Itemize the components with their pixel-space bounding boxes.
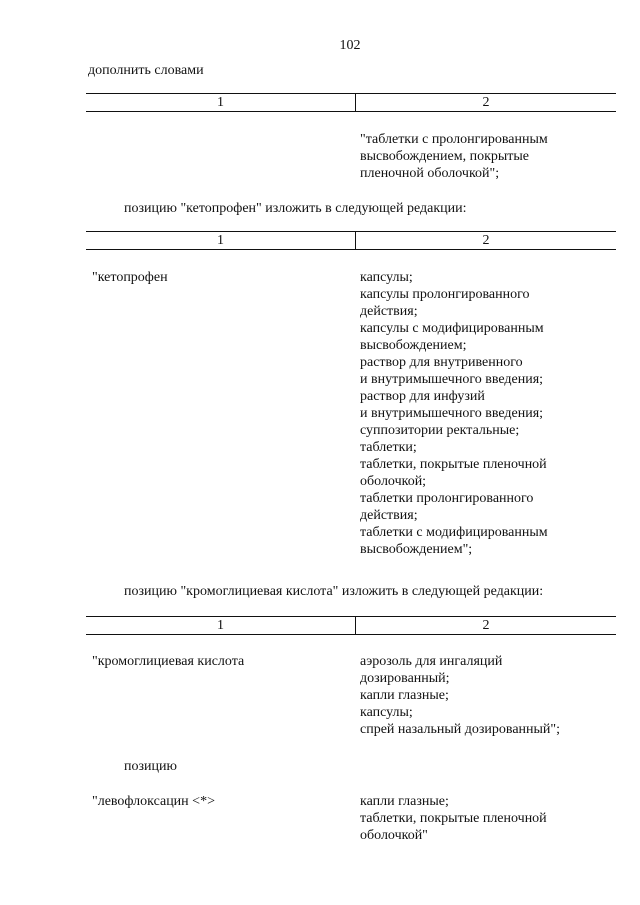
text-line: таблетки; [360, 440, 417, 455]
text-line: раствор для инфузий [360, 389, 485, 404]
text-line: таблетки, покрытые пленочной [360, 811, 547, 826]
text-line: и внутримышечного введения; [360, 406, 544, 421]
intro-text: дополнить словами [88, 63, 204, 78]
block3-col1: "кромоглициевая кислота [92, 654, 245, 669]
text-line: спрей назальный дозированный"; [360, 722, 561, 737]
text-line: раствор для внутривенного [360, 355, 523, 370]
header-col2: 2 [482, 95, 490, 110]
text-line: суппозитории ректальные; [360, 423, 520, 438]
header-col2: 2 [482, 233, 490, 248]
text-line: высвобождением; [360, 338, 467, 353]
text-line: оболочкой; [360, 474, 427, 489]
text-line: высвобождением"; [360, 542, 473, 557]
header-col1: 1 [217, 95, 224, 110]
header-bottom-rule [86, 111, 616, 112]
text-line: и внутримышечного введения; [360, 372, 544, 387]
block4-col2 [360, 793, 547, 844]
text-line: оболочкой" [360, 828, 428, 843]
text-line: действия; [360, 304, 418, 319]
text-line: "таблетки с пролонгированным [360, 132, 548, 147]
header-bottom-rule [86, 249, 616, 250]
block3-col2 [360, 653, 560, 738]
block2-col2 [360, 269, 548, 558]
header-col2: 2 [482, 618, 490, 633]
page-number: 102 [339, 38, 361, 53]
text-line: дозированный; [360, 671, 450, 686]
header-col1: 1 [217, 618, 224, 633]
text-line: капсулы пролонгированного [360, 287, 530, 302]
block2-col1: "кетопрофен [92, 270, 168, 285]
text-line: аэрозоль для ингаляций [360, 654, 503, 669]
text-line: высвобождением, покрытые [360, 149, 530, 164]
block4-col1: "левофлоксацин <*> [92, 794, 215, 809]
text-line: капли глазные; [360, 688, 449, 703]
text-line: таблетки пролонгированного [360, 491, 534, 506]
text-line: таблетки с модифицированным [360, 525, 548, 540]
instruction-cromoglicic-acid: позицию "кромоглициевая кислота" изложить в следующей редакции: [124, 584, 544, 599]
instruction-ketoprofen: позицию "кетопрофен" изложить в следующей редакции: [124, 201, 467, 216]
header-top-rule [86, 616, 616, 617]
text-line: пленочной оболочкой"; [360, 166, 500, 181]
text-line: капли глазные; [360, 794, 449, 809]
header-top-rule [86, 93, 616, 94]
text-line: капсулы; [360, 705, 413, 720]
header-col1: 1 [217, 233, 224, 248]
header-bottom-rule [86, 634, 616, 635]
header-top-rule [86, 231, 616, 232]
block1-col2 [360, 131, 548, 182]
text-line: капсулы; [360, 270, 413, 285]
text-line: капсулы с модифицированным [360, 321, 544, 336]
text-line: действия; [360, 508, 418, 523]
text-line: таблетки, покрытые пленочной [360, 457, 547, 472]
instruction-position: позицию [124, 759, 177, 774]
